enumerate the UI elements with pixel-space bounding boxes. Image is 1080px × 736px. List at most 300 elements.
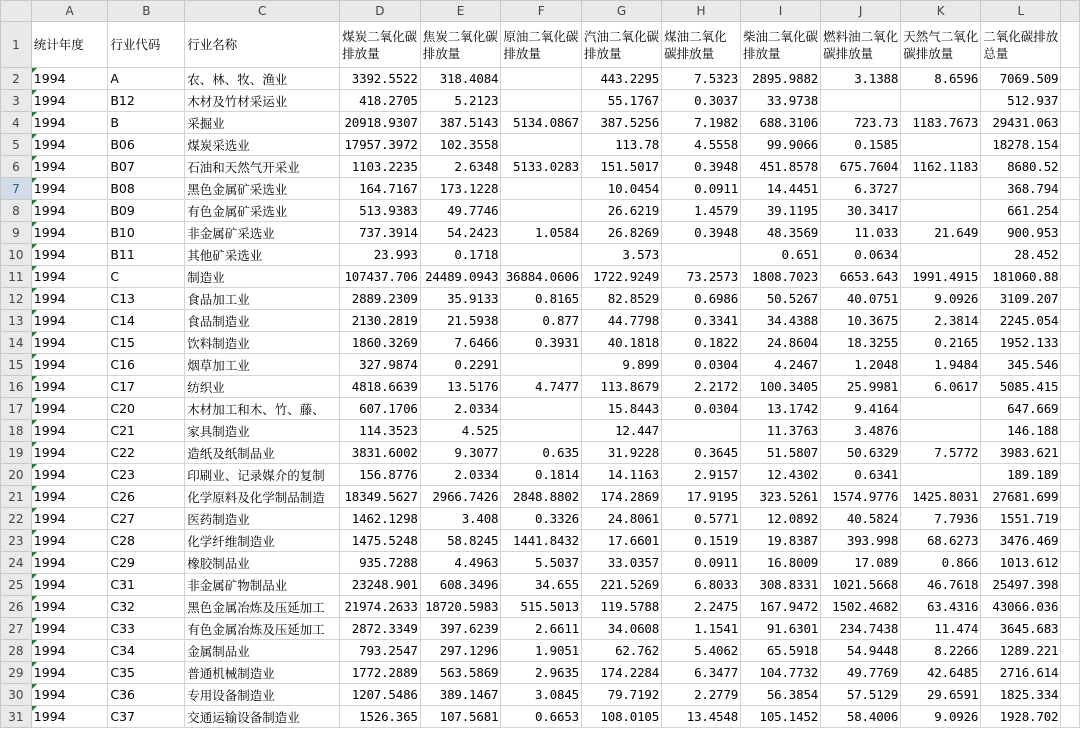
- cell-l8[interactable]: 661.254: [981, 200, 1061, 222]
- cell-c23[interactable]: 化学纤维制造业: [185, 530, 340, 552]
- cell-k10[interactable]: [901, 244, 981, 266]
- cell-j17[interactable]: 9.4164: [821, 398, 901, 420]
- cell-h10[interactable]: [662, 244, 741, 266]
- cell-h29[interactable]: 6.3477: [662, 662, 741, 684]
- cell-f6[interactable]: 5133.0283: [501, 156, 582, 178]
- overflow-cell[interactable]: [1061, 420, 1080, 442]
- cell-b12[interactable]: C13: [108, 288, 185, 310]
- overflow-cell[interactable]: [1061, 200, 1080, 222]
- cell-c3[interactable]: 木材及竹材采运业: [185, 90, 340, 112]
- cell-j29[interactable]: 49.7769: [821, 662, 901, 684]
- cell-i31[interactable]: 105.1452: [741, 706, 821, 728]
- cell-a20[interactable]: [31, 464, 108, 486]
- cell-e4[interactable]: 387.5143: [420, 112, 501, 134]
- cell-k28[interactable]: 8.2266: [901, 640, 981, 662]
- cell-c2[interactable]: 农、林、牧、渔业: [185, 68, 340, 90]
- cell-f18[interactable]: [501, 420, 582, 442]
- cell-l31[interactable]: 1928.702: [981, 706, 1061, 728]
- cell-h31[interactable]: 13.4548: [662, 706, 741, 728]
- overflow-cell[interactable]: [1061, 684, 1080, 706]
- cell-j30[interactable]: 57.5129: [821, 684, 901, 706]
- cell-c11[interactable]: 制造业: [185, 266, 340, 288]
- cell-j4[interactable]: 723.73: [821, 112, 901, 134]
- cell-k27[interactable]: 11.474: [901, 618, 981, 640]
- row-number[interactable]: 31: [1, 706, 32, 728]
- cell-f14[interactable]: 0.3931: [501, 332, 582, 354]
- cell-c27[interactable]: 有色金属冶炼及压延加工: [185, 618, 340, 640]
- header-cell-k[interactable]: 天然气二氧化碳排放量: [901, 22, 981, 68]
- cell-l9[interactable]: 900.953: [981, 222, 1061, 244]
- cell-j9[interactable]: 11.033: [821, 222, 901, 244]
- cell-i20[interactable]: 12.4302: [741, 464, 821, 486]
- cell-a6[interactable]: [31, 156, 108, 178]
- cell-f30[interactable]: 3.0845: [501, 684, 582, 706]
- column-header-l[interactable]: L: [981, 1, 1061, 22]
- cell-g31[interactable]: 108.0105: [581, 706, 661, 728]
- cell-e12[interactable]: 35.9133: [420, 288, 501, 310]
- cell-d31[interactable]: 1526.365: [340, 706, 421, 728]
- row-number[interactable]: 24: [1, 552, 32, 574]
- column-header-j[interactable]: J: [821, 1, 901, 22]
- cell-e26[interactable]: 18720.5983: [420, 596, 501, 618]
- cell-h26[interactable]: 2.2475: [662, 596, 741, 618]
- cell-f31[interactable]: 0.6653: [501, 706, 582, 728]
- cell-b7[interactable]: B08: [108, 178, 185, 200]
- cell-d28[interactable]: 793.2547: [340, 640, 421, 662]
- cell-k23[interactable]: 68.6273: [901, 530, 981, 552]
- cell-l29[interactable]: 2716.614: [981, 662, 1061, 684]
- cell-e15[interactable]: 0.2291: [420, 354, 501, 376]
- cell-a2[interactable]: [31, 68, 108, 90]
- overflow-cell[interactable]: [1061, 156, 1080, 178]
- cell-b14[interactable]: C15: [108, 332, 185, 354]
- cell-l2[interactable]: 7069.509: [981, 68, 1061, 90]
- cell-k7[interactable]: [901, 178, 981, 200]
- cell-a27[interactable]: [31, 618, 108, 640]
- cell-k24[interactable]: 0.866: [901, 552, 981, 574]
- cell-c18[interactable]: 家具制造业: [185, 420, 340, 442]
- cell-c29[interactable]: 普通机械制造业: [185, 662, 340, 684]
- overflow-cell[interactable]: [1061, 596, 1080, 618]
- cell-g2[interactable]: 443.2295: [581, 68, 661, 90]
- cell-d26[interactable]: 21974.2633: [340, 596, 421, 618]
- cell-b30[interactable]: C36: [108, 684, 185, 706]
- header-cell-j[interactable]: 燃料油二氧化碳排放量: [821, 22, 901, 68]
- overflow-cell[interactable]: [1061, 486, 1080, 508]
- cell-j25[interactable]: 1021.5668: [821, 574, 901, 596]
- overflow-cell[interactable]: [1061, 354, 1080, 376]
- overflow-cell[interactable]: [1061, 618, 1080, 640]
- cell-c10[interactable]: 其他矿采选业: [185, 244, 340, 266]
- cell-f7[interactable]: [501, 178, 582, 200]
- cell-g6[interactable]: 151.5017: [581, 156, 661, 178]
- cell-c22[interactable]: 医药制造业: [185, 508, 340, 530]
- cell-d5[interactable]: 17957.3972: [340, 134, 421, 156]
- cell-b8[interactable]: B09: [108, 200, 185, 222]
- row-number[interactable]: 16: [1, 376, 32, 398]
- cell-g22[interactable]: 24.8061: [581, 508, 661, 530]
- cell-h30[interactable]: 2.2779: [662, 684, 741, 706]
- cell-f13[interactable]: 0.877: [501, 310, 582, 332]
- cell-f16[interactable]: 4.7477: [501, 376, 582, 398]
- cell-d20[interactable]: 156.8776: [340, 464, 421, 486]
- header-cell-d[interactable]: 煤炭二氧化碳排放量: [340, 22, 421, 68]
- cell-f15[interactable]: [501, 354, 582, 376]
- cell-h7[interactable]: 0.0911: [662, 178, 741, 200]
- cell-h19[interactable]: 0.3645: [662, 442, 741, 464]
- cell-l26[interactable]: 43066.036: [981, 596, 1061, 618]
- cell-f9[interactable]: 1.0584: [501, 222, 582, 244]
- cell-k29[interactable]: 42.6485: [901, 662, 981, 684]
- cell-f3[interactable]: [501, 90, 582, 112]
- cell-k5[interactable]: [901, 134, 981, 156]
- cell-f28[interactable]: 1.9051: [501, 640, 582, 662]
- cell-c17[interactable]: 木材加工和木、竹、藤、: [185, 398, 340, 420]
- cell-b18[interactable]: C21: [108, 420, 185, 442]
- cell-l17[interactable]: 647.669: [981, 398, 1061, 420]
- cell-a26[interactable]: [31, 596, 108, 618]
- row-number[interactable]: 3: [1, 90, 32, 112]
- header-cell-l[interactable]: 二氧化碳排放总量: [981, 22, 1061, 68]
- cell-e23[interactable]: 58.8245: [420, 530, 501, 552]
- cell-i6[interactable]: 451.8578: [741, 156, 821, 178]
- cell-h18[interactable]: [662, 420, 741, 442]
- cell-l6[interactable]: 8680.52: [981, 156, 1061, 178]
- cell-g28[interactable]: 62.762: [581, 640, 661, 662]
- cell-b11[interactable]: C: [108, 266, 185, 288]
- cell-j2[interactable]: 3.1388: [821, 68, 901, 90]
- cell-a10[interactable]: [31, 244, 108, 266]
- cell-h20[interactable]: 2.9157: [662, 464, 741, 486]
- cell-d16[interactable]: 4818.6639: [340, 376, 421, 398]
- overflow-cell[interactable]: [1061, 178, 1080, 200]
- column-header-a[interactable]: A: [31, 1, 108, 22]
- row-number[interactable]: 17: [1, 398, 32, 420]
- cell-i7[interactable]: 14.4451: [741, 178, 821, 200]
- cell-a25[interactable]: [31, 574, 108, 596]
- cell-l28[interactable]: 1289.221: [981, 640, 1061, 662]
- cell-g10[interactable]: 3.573: [581, 244, 661, 266]
- cell-b27[interactable]: C33: [108, 618, 185, 640]
- cell-j28[interactable]: 54.9448: [821, 640, 901, 662]
- cell-b20[interactable]: C23: [108, 464, 185, 486]
- cell-e16[interactable]: 13.5176: [420, 376, 501, 398]
- cell-a12[interactable]: [31, 288, 108, 310]
- overflow-cell[interactable]: [1061, 442, 1080, 464]
- cell-j6[interactable]: 675.7604: [821, 156, 901, 178]
- cell-j14[interactable]: 18.3255: [821, 332, 901, 354]
- cell-h25[interactable]: 6.8033: [662, 574, 741, 596]
- cell-d29[interactable]: 1772.2889: [340, 662, 421, 684]
- cell-l24[interactable]: 1013.612: [981, 552, 1061, 574]
- cell-f27[interactable]: 2.6611: [501, 618, 582, 640]
- row-number[interactable]: 20: [1, 464, 32, 486]
- cell-k30[interactable]: 29.6591: [901, 684, 981, 706]
- cell-c16[interactable]: 纺织业: [185, 376, 340, 398]
- cell-e19[interactable]: 9.3077: [420, 442, 501, 464]
- cell-a18[interactable]: [31, 420, 108, 442]
- cell-c20[interactable]: 印刷业、记录媒介的复制: [185, 464, 340, 486]
- cell-e27[interactable]: 397.6239: [420, 618, 501, 640]
- cell-e13[interactable]: 21.5938: [420, 310, 501, 332]
- cell-i19[interactable]: 51.5807: [741, 442, 821, 464]
- cell-d25[interactable]: 23248.901: [340, 574, 421, 596]
- cell-h24[interactable]: 0.0911: [662, 552, 741, 574]
- cell-l15[interactable]: 345.546: [981, 354, 1061, 376]
- cell-e3[interactable]: 5.2123: [420, 90, 501, 112]
- cell-j20[interactable]: 0.6341: [821, 464, 901, 486]
- row-number-header[interactable]: 1: [1, 22, 32, 68]
- cell-a22[interactable]: [31, 508, 108, 530]
- cell-j18[interactable]: 3.4876: [821, 420, 901, 442]
- row-number[interactable]: 11: [1, 266, 32, 288]
- row-number[interactable]: 13: [1, 310, 32, 332]
- cell-g17[interactable]: 15.8443: [581, 398, 661, 420]
- cell-b10[interactable]: B11: [108, 244, 185, 266]
- cell-i14[interactable]: 24.8604: [741, 332, 821, 354]
- cell-l20[interactable]: 189.189: [981, 464, 1061, 486]
- cell-l25[interactable]: 25497.398: [981, 574, 1061, 596]
- cell-e30[interactable]: 389.1467: [420, 684, 501, 706]
- cell-a14[interactable]: [31, 332, 108, 354]
- cell-f24[interactable]: 5.5037: [501, 552, 582, 574]
- row-number[interactable]: 28: [1, 640, 32, 662]
- cell-c4[interactable]: 采掘业: [185, 112, 340, 134]
- cell-j21[interactable]: 1574.9776: [821, 486, 901, 508]
- cell-k19[interactable]: 7.5772: [901, 442, 981, 464]
- cell-c21[interactable]: 化学原料及化学制品制造: [185, 486, 340, 508]
- cell-b28[interactable]: C34: [108, 640, 185, 662]
- cell-c15[interactable]: 烟草加工业: [185, 354, 340, 376]
- cell-g29[interactable]: 174.2284: [581, 662, 661, 684]
- cell-g5[interactable]: 113.78: [581, 134, 661, 156]
- row-number[interactable]: 14: [1, 332, 32, 354]
- cell-g19[interactable]: 31.9228: [581, 442, 661, 464]
- cell-j12[interactable]: 40.0751: [821, 288, 901, 310]
- cell-i11[interactable]: 1808.7023: [741, 266, 821, 288]
- row-number[interactable]: 2: [1, 68, 32, 90]
- cell-f2[interactable]: [501, 68, 582, 90]
- cell-l16[interactable]: 5085.415: [981, 376, 1061, 398]
- cell-a4[interactable]: [31, 112, 108, 134]
- cell-d19[interactable]: 3831.6002: [340, 442, 421, 464]
- header-cell-h[interactable]: 煤油二氧化碳排放量: [662, 22, 741, 68]
- header-cell-e[interactable]: 焦炭二氧化碳排放量: [420, 22, 501, 68]
- cell-g13[interactable]: 44.7798: [581, 310, 661, 332]
- row-number[interactable]: 9: [1, 222, 32, 244]
- row-number[interactable]: 10: [1, 244, 32, 266]
- cell-h9[interactable]: 0.3948: [662, 222, 741, 244]
- cell-b21[interactable]: C26: [108, 486, 185, 508]
- row-number[interactable]: 26: [1, 596, 32, 618]
- header-cell-b[interactable]: 行业代码: [108, 22, 185, 68]
- cell-j19[interactable]: 50.6329: [821, 442, 901, 464]
- cell-l7[interactable]: 368.794: [981, 178, 1061, 200]
- cell-c28[interactable]: 金属制品业: [185, 640, 340, 662]
- cell-d11[interactable]: 107437.706: [340, 266, 421, 288]
- row-number[interactable]: 5: [1, 134, 32, 156]
- cell-d8[interactable]: 513.9383: [340, 200, 421, 222]
- cell-e18[interactable]: 4.525: [420, 420, 501, 442]
- cell-a8[interactable]: [31, 200, 108, 222]
- row-number[interactable]: 27: [1, 618, 32, 640]
- cell-k26[interactable]: 63.4316: [901, 596, 981, 618]
- cell-e28[interactable]: 297.1296: [420, 640, 501, 662]
- cell-j31[interactable]: 58.4006: [821, 706, 901, 728]
- cell-f4[interactable]: 5134.0867: [501, 112, 582, 134]
- cell-d22[interactable]: 1462.1298: [340, 508, 421, 530]
- overflow-cell[interactable]: [1061, 244, 1080, 266]
- cell-l3[interactable]: 512.937: [981, 90, 1061, 112]
- cell-k21[interactable]: 1425.8031: [901, 486, 981, 508]
- cell-e20[interactable]: 2.0334: [420, 464, 501, 486]
- overflow-cell[interactable]: [1061, 464, 1080, 486]
- overflow-cell[interactable]: [1061, 310, 1080, 332]
- cell-g8[interactable]: 26.6219: [581, 200, 661, 222]
- cell-h8[interactable]: 1.4579: [662, 200, 741, 222]
- cell-k9[interactable]: 21.649: [901, 222, 981, 244]
- cell-g7[interactable]: 10.0454: [581, 178, 661, 200]
- cell-g11[interactable]: 1722.9249: [581, 266, 661, 288]
- cell-e7[interactable]: 173.1228: [420, 178, 501, 200]
- cell-k15[interactable]: 1.9484: [901, 354, 981, 376]
- cell-a24[interactable]: [31, 552, 108, 574]
- cell-f8[interactable]: [501, 200, 582, 222]
- column-header-k[interactable]: K: [901, 1, 981, 22]
- cell-k2[interactable]: 8.6596: [901, 68, 981, 90]
- cell-c12[interactable]: 食品加工业: [185, 288, 340, 310]
- cell-i27[interactable]: 91.6301: [741, 618, 821, 640]
- overflow-cell[interactable]: [1061, 112, 1080, 134]
- cell-g24[interactable]: 33.0357: [581, 552, 661, 574]
- overflow-cell[interactable]: [1061, 22, 1080, 68]
- cell-k20[interactable]: [901, 464, 981, 486]
- cell-h2[interactable]: 7.5323: [662, 68, 741, 90]
- cell-d15[interactable]: 327.9874: [340, 354, 421, 376]
- cell-l5[interactable]: 18278.154: [981, 134, 1061, 156]
- cell-l23[interactable]: 3476.469: [981, 530, 1061, 552]
- cell-f29[interactable]: 2.9635: [501, 662, 582, 684]
- cell-l12[interactable]: 3109.207: [981, 288, 1061, 310]
- cell-g21[interactable]: 174.2869: [581, 486, 661, 508]
- cell-k31[interactable]: 9.0926: [901, 706, 981, 728]
- cell-k8[interactable]: [901, 200, 981, 222]
- cell-i5[interactable]: 99.9066: [741, 134, 821, 156]
- cell-i24[interactable]: 16.8009: [741, 552, 821, 574]
- cell-e29[interactable]: 563.5869: [420, 662, 501, 684]
- row-number[interactable]: 15: [1, 354, 32, 376]
- overflow-cell[interactable]: [1061, 90, 1080, 112]
- cell-h6[interactable]: 0.3948: [662, 156, 741, 178]
- cell-c5[interactable]: 煤炭采选业: [185, 134, 340, 156]
- cell-k12[interactable]: 9.0926: [901, 288, 981, 310]
- cell-b6[interactable]: B07: [108, 156, 185, 178]
- row-number[interactable]: 25: [1, 574, 32, 596]
- cell-i4[interactable]: 688.3106: [741, 112, 821, 134]
- cell-a13[interactable]: [31, 310, 108, 332]
- cell-j22[interactable]: 40.5824: [821, 508, 901, 530]
- cell-b29[interactable]: C35: [108, 662, 185, 684]
- cell-c25[interactable]: 非金属矿物制品业: [185, 574, 340, 596]
- cell-h21[interactable]: 17.9195: [662, 486, 741, 508]
- cell-g3[interactable]: 55.1767: [581, 90, 661, 112]
- column-header-i[interactable]: I: [741, 1, 821, 22]
- row-number[interactable]: 6: [1, 156, 32, 178]
- cell-h12[interactable]: 0.6986: [662, 288, 741, 310]
- row-number[interactable]: 8: [1, 200, 32, 222]
- overflow-cell[interactable]: [1061, 530, 1080, 552]
- cell-l4[interactable]: 29431.063: [981, 112, 1061, 134]
- overflow-cell[interactable]: [1061, 266, 1080, 288]
- cell-h16[interactable]: 2.2172: [662, 376, 741, 398]
- cell-k25[interactable]: 46.7618: [901, 574, 981, 596]
- cell-i3[interactable]: 33.9738: [741, 90, 821, 112]
- cell-j11[interactable]: 6653.643: [821, 266, 901, 288]
- overflow-cell[interactable]: [1061, 706, 1080, 728]
- cell-g20[interactable]: 14.1163: [581, 464, 661, 486]
- overflow-cell[interactable]: [1061, 398, 1080, 420]
- cell-e11[interactable]: 24489.0943: [420, 266, 501, 288]
- cell-b9[interactable]: B10: [108, 222, 185, 244]
- row-number[interactable]: 23: [1, 530, 32, 552]
- cell-i16[interactable]: 100.3405: [741, 376, 821, 398]
- cell-l22[interactable]: 1551.719: [981, 508, 1061, 530]
- cell-k14[interactable]: 0.2165: [901, 332, 981, 354]
- cell-d7[interactable]: 164.7167: [340, 178, 421, 200]
- cell-g25[interactable]: 221.5269: [581, 574, 661, 596]
- cell-e31[interactable]: 107.5681: [420, 706, 501, 728]
- cell-c9[interactable]: 非金属矿采选业: [185, 222, 340, 244]
- cell-d2[interactable]: 3392.5522: [340, 68, 421, 90]
- overflow-cell[interactable]: [1061, 68, 1080, 90]
- cell-d12[interactable]: 2889.2309: [340, 288, 421, 310]
- header-cell-a[interactable]: 统计年度: [31, 22, 108, 68]
- cell-g4[interactable]: 387.5256: [581, 112, 661, 134]
- column-header-c[interactable]: C: [185, 1, 340, 22]
- cell-f25[interactable]: 34.655: [501, 574, 582, 596]
- cell-i18[interactable]: 11.3763: [741, 420, 821, 442]
- cell-c26[interactable]: 黑色金属冶炼及压延加工: [185, 596, 340, 618]
- cell-e2[interactable]: 318.4084: [420, 68, 501, 90]
- cell-h11[interactable]: 73.2573: [662, 266, 741, 288]
- select-all-corner[interactable]: [1, 1, 32, 22]
- cell-f22[interactable]: 0.3326: [501, 508, 582, 530]
- cell-c6[interactable]: 石油和天然气开采业: [185, 156, 340, 178]
- cell-h5[interactable]: 4.5558: [662, 134, 741, 156]
- cell-b22[interactable]: C27: [108, 508, 185, 530]
- overflow-cell[interactable]: [1061, 134, 1080, 156]
- cell-b25[interactable]: C31: [108, 574, 185, 596]
- cell-j15[interactable]: 1.2048: [821, 354, 901, 376]
- column-header-overflow[interactable]: [1061, 1, 1080, 22]
- cell-g9[interactable]: 26.8269: [581, 222, 661, 244]
- cell-i17[interactable]: 13.1742: [741, 398, 821, 420]
- cell-e9[interactable]: 54.2423: [420, 222, 501, 244]
- overflow-cell[interactable]: [1061, 574, 1080, 596]
- cell-b4[interactable]: B: [108, 112, 185, 134]
- cell-d30[interactable]: 1207.5486: [340, 684, 421, 706]
- cell-f5[interactable]: [501, 134, 582, 156]
- column-header-g[interactable]: G: [581, 1, 661, 22]
- cell-k17[interactable]: [901, 398, 981, 420]
- cell-k4[interactable]: 1183.7673: [901, 112, 981, 134]
- cell-e10[interactable]: 0.1718: [420, 244, 501, 266]
- cell-a5[interactable]: [31, 134, 108, 156]
- cell-k18[interactable]: [901, 420, 981, 442]
- cell-f10[interactable]: [501, 244, 582, 266]
- overflow-cell[interactable]: [1061, 508, 1080, 530]
- cell-b19[interactable]: C22: [108, 442, 185, 464]
